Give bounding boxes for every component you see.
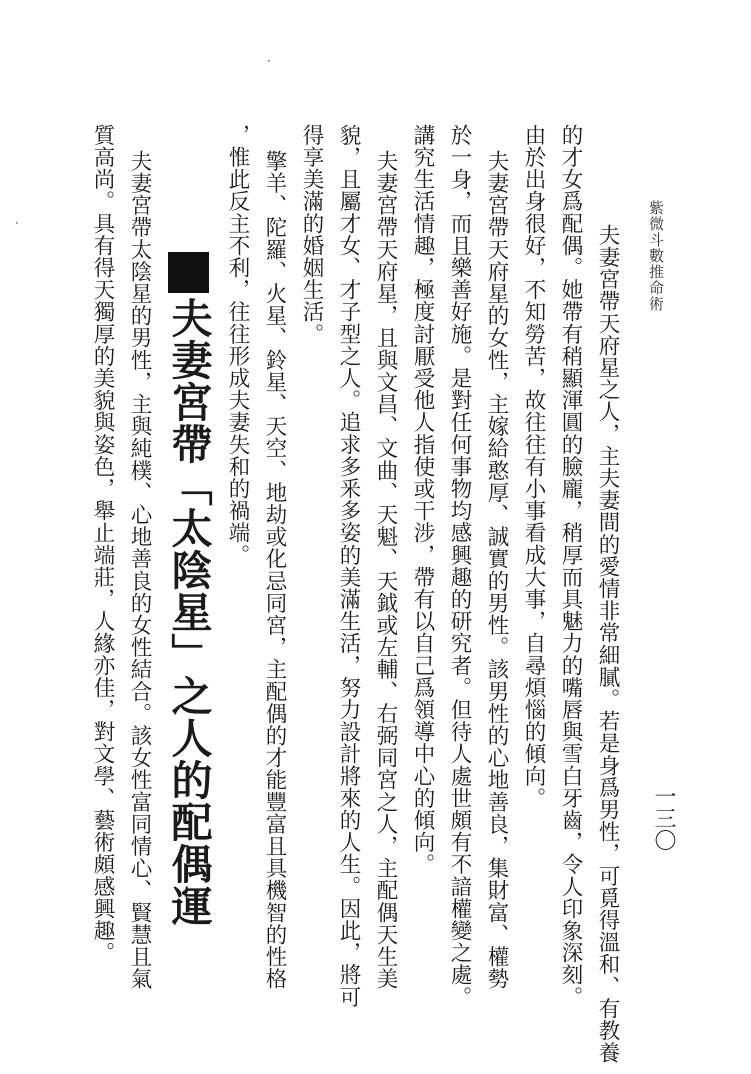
text-line: 由於出身很好，不知勞苦，故往往有小事看成大事，自尋煩惱的傾向。 (521, 124, 546, 810)
text-line: 講究生活情趣，極度討厭受他人指使或干涉，帶有以自己爲領導中心的傾向。 (410, 124, 435, 876)
heading-text: 夫妻宮帶「太陰星」之人的配偶運 (164, 297, 213, 927)
text-line: ，惟此反主不利，往往形成夫妻失和的禍端。 (225, 124, 250, 566)
text-line: 質高尚。具有得天獨厚的美貌與姿色，舉止端莊，人緣亦佳，對文學、藝術頗感興趣。 (90, 124, 115, 964)
scan-speck (268, 60, 270, 62)
text-line: 得享美滿的婚姻生活。 (299, 124, 324, 345)
section-heading (161, 252, 213, 927)
text-line: 的才女爲配偶。她帶有稍顯渾圓的臉龐，稍厚而具魅力的嘴唇與雪白牙齒，令人印象深刻。 (558, 124, 583, 1008)
scan-speck (16, 222, 18, 224)
page-number: 一三〇 (651, 785, 676, 851)
text-line: 夫妻宮帶太陰星的男性，主與純樸、心地善良的女性結合。該女性富同情心、賢慧且氣 (127, 150, 152, 990)
text-line: 夫妻宮帶天府星之人，主夫妻間的愛情非常細膩。若是身爲男性，可覓得溫和、有教養 (595, 224, 620, 1064)
text-line: 擎羊、陀羅、火星、鈴星、天空、地劫或化忌同宮，主配偶的才能豐富且具機智的性格 (262, 150, 287, 990)
heading-block-icon (168, 252, 209, 293)
text-line: 夫妻宮帶天府星的女性，主嫁給憨厚、誠實的男性。該男性的心地善良，集財富、權勢 (484, 150, 509, 990)
text-line: 於一身，而且樂善好施。是對任何事物均感興趣的研究者。但待人處世頗有不諳權變之處。 (447, 124, 472, 1008)
running-title: 紫微斗數推命術 (647, 200, 665, 312)
text-line: 貌，且屬才女、才子型之人。追求多釆多姿的美滿生活，努力設計將來的人生。因此，將可 (336, 124, 361, 1008)
text-line: 夫妻宮帶天府星，且與文昌、文曲、天魁、天鉞或左輔、右弼同宮之人，主配偶天生美 (373, 150, 398, 990)
